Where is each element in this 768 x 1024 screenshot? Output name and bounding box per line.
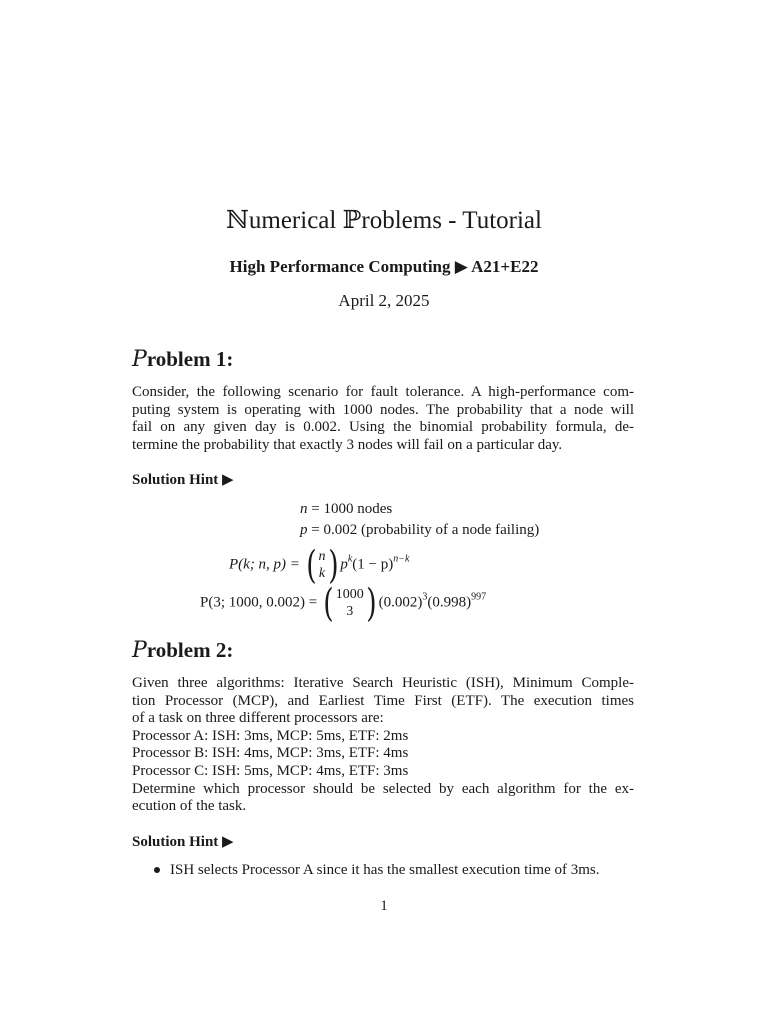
equation-p-lhs: p: [300, 522, 308, 538]
equation-n-rhs: = 1000 nodes: [307, 501, 393, 517]
equation-term-0998: (0.998): [427, 594, 472, 611]
problem-2-line: tion Processor (MCP), and Earliest Time First (ETF). The execution times: [132, 692, 634, 709]
problem-2-line: Processor B: ISH: 4ms, MCP: 3ms, ETF: 4ms: [132, 745, 409, 762]
problem-2-heading: [132, 637, 233, 664]
equation-term-p: p: [340, 556, 348, 573]
problem-1-line: termine the probability that exactly 3 nodes will fail on a particular day.: [132, 436, 563, 453]
equation-substituted-lhs: P(3; 1000, 0.002) =: [200, 594, 318, 611]
problem-2-statement: [132, 675, 634, 816]
problem-2-heading-text: roblem 2:: [146, 638, 234, 662]
problem-1-heading-text: roblem 1:: [146, 347, 234, 371]
bullet-icon: [154, 867, 160, 873]
equation-term-0002: (0.002): [378, 594, 423, 611]
page-number: 1: [380, 898, 388, 914]
problem-2-line: Processor A: ISH: 3ms, MCP: 5ms, ETF: 2ms: [132, 727, 409, 744]
binomial-coefficient: ( n k ): [305, 543, 339, 587]
binomial-numeric-bottom: 3: [346, 604, 354, 619]
equation-n-lhs: n: [300, 501, 308, 517]
binomial-bottom: k: [318, 566, 326, 581]
equation-p-rhs: = 0.002 (probability of a node failing): [307, 522, 540, 538]
binomial-top: n: [318, 549, 326, 564]
equation-n: [300, 500, 392, 518]
equation-exponent-997: 997: [471, 591, 487, 603]
problem-1-line: Consider, the following scenario for fault tolerance. A high-performance com-: [132, 384, 634, 400]
problem-1-line: puting system is operating with 1000 nodes. The probability that a node will: [132, 401, 634, 418]
document-subtitle: High Performance Computing ▶ A21+E22: [229, 257, 539, 276]
problem-2-line: Determine which processor should be selected by each algorithm for the ex-: [132, 780, 634, 797]
problem-1-heading: [132, 346, 233, 373]
equation-exponent-n-minus-k: n−k: [393, 553, 410, 565]
problem-2-line: Processor C: ISH: 5ms, MCP: 4ms, ETF: 3ms: [132, 762, 409, 779]
problem-2-solution-hint: Solution Hint ▶: [132, 834, 234, 850]
bullet-text: ISH selects Processor A since it has the smallest execution time of 3ms.: [170, 862, 600, 878]
equation-exponent-k: k: [347, 553, 353, 565]
problem-1-solution-hint: Solution Hint ▶: [132, 472, 234, 488]
problem-1-statement: [132, 384, 634, 454]
equation-binomial-substituted: [200, 581, 487, 625]
equation-p: [300, 521, 539, 539]
problem-2-line: of a task on three different processors are:: [132, 710, 384, 727]
equation-binomial-formula: [229, 543, 410, 587]
problem-2-line: Given three algorithms: Iterative Search Heuristic (ISH), Minimum Comple-: [132, 675, 634, 691]
document-date: April 2, 2025: [338, 291, 430, 310]
document-title: ℕumerical ℙroblems - Tutorial: [226, 207, 542, 234]
problem-1-heading-initial: P: [132, 347, 147, 372]
equation-exponent-3: 3: [422, 591, 428, 603]
problem-2-line: ecution of the task.: [132, 798, 247, 815]
problem-1-line: fail on any given day is 0.002. Using the binomial probability formula, de-: [132, 419, 634, 436]
binomial-numeric-top: 1000: [335, 587, 364, 602]
binomial-coefficient-numeric: ( 1000 3 ): [323, 581, 377, 625]
equation-binomial-lhs: P(k; n, p) =: [229, 556, 300, 573]
problem-2-heading-initial: P: [132, 638, 147, 663]
equation-term-one-minus-p: (1 − p): [352, 556, 394, 573]
